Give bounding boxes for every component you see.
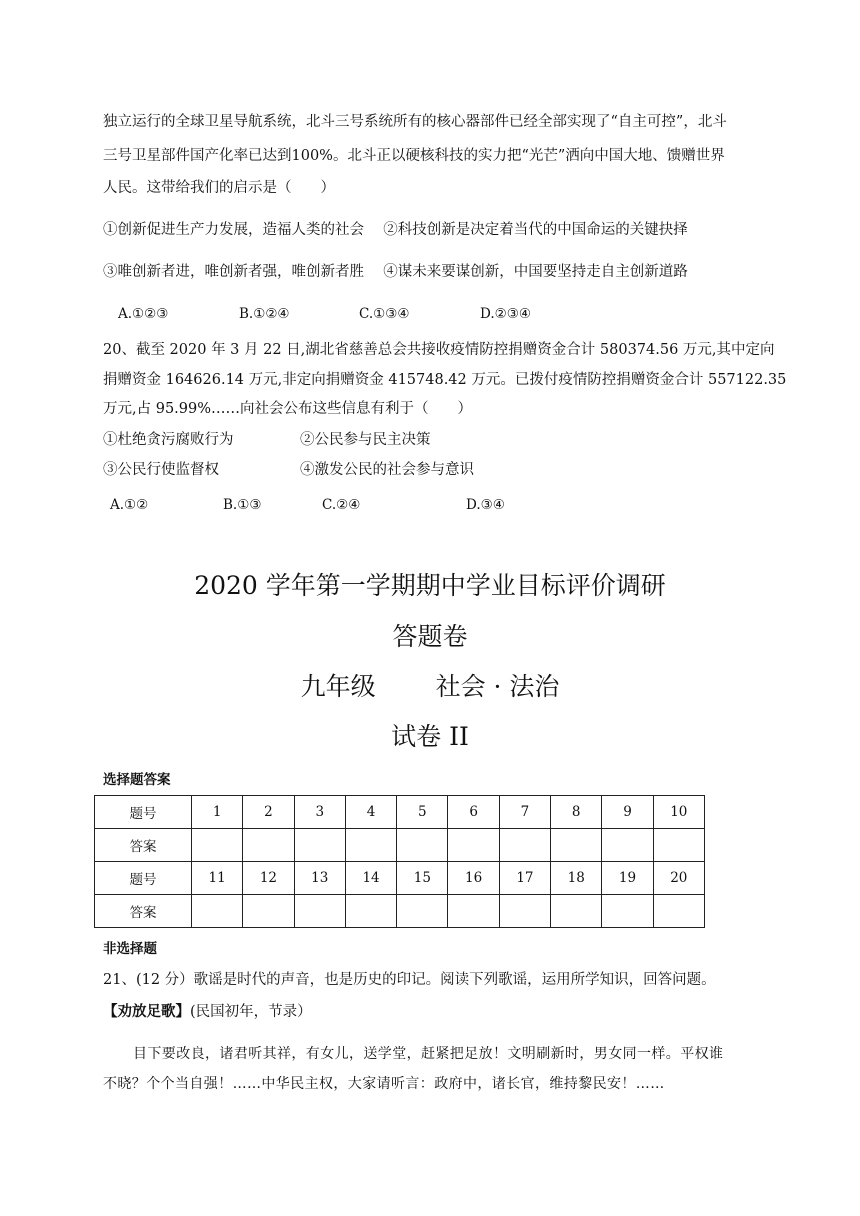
row-header-answer: 答案 [95,829,192,862]
row-header-answer: 答案 [95,895,192,928]
answer-cell[interactable] [397,829,448,862]
paper-label: 试卷 II [391,722,469,751]
q20-stem-line-3: 万元,占 95.99%……向社会公布这些信息有利于（ ） [103,401,473,417]
q19-statements-row-2 [103,262,753,282]
choice-section-label: 选择题答案 [103,772,171,788]
question-number-cell: 20 [653,862,704,895]
question-number-cell: 13 [294,862,345,895]
q19-statement-2: ②科技创新是决定着当代的中国命运的关键抉择 [383,222,688,238]
question-number-cell: 1 [192,796,243,829]
question-number-cell: 8 [551,796,602,829]
q19-statement-4: ④谋未来要谋创新，中国要坚持走自主创新道路 [383,264,688,280]
question-number-cell: 12 [243,862,294,895]
answer-cell[interactable] [192,895,243,928]
answer-cell[interactable] [345,829,396,862]
question-number-cell: 5 [397,796,448,829]
answer-cell[interactable] [653,895,704,928]
q19-stem-line-2: 三号卫星部件国产化率已达到100%。北斗正以硬核科技的实力把“光芒”洒向中国大地、馈赠世界 [103,148,725,164]
row-header-number: 题号 [95,796,192,829]
table-row [95,796,705,829]
q20-stem-line-2: 捐赠资金 164626.14 万元,非定向捐赠资金 415748.42 万元。已拨付疫情防控捐赠资金合计 557122.35 [103,372,787,388]
q20-statement-3: ③公民行使监督权 [103,462,219,478]
q20-option-d: D.③④ [466,497,505,513]
q19-option-c: C.①③④ [359,306,410,322]
grade-label: 九年级 [300,672,376,701]
q19-option-a: A.①②③ [118,306,169,322]
question-number-cell: 2 [243,796,294,829]
q19-statement-1: ①创新促进生产力发展，造福人类的社会 [103,222,364,238]
song-note: (民国初年，节录） [190,1004,312,1020]
q20-statement-4: ④激发公民的社会参与意识 [300,462,474,478]
nonchoice-section-label: 非选择题 [103,941,157,957]
song-title: 【劝放足歌】 [103,1004,190,1020]
q20-option-c: C.②④ [322,497,361,513]
q19-option-b: B.①②④ [239,306,290,322]
answer-cell[interactable] [448,895,499,928]
q21-stem: 21、(12 分）歌谣是时代的声音，也是历史的印记。阅读下列歌谣，运用所学知识，回答问题。 [103,972,716,988]
table-row [95,829,705,862]
song-line-2: 不晓？个个当自强！……中华民主权，大家请听言：政府中，诸长官，维持黎民安！…… [103,1076,665,1092]
answer-cell[interactable] [345,895,396,928]
answer-cell[interactable] [294,895,345,928]
question-number-cell: 10 [653,796,704,829]
answer-cell[interactable] [602,829,653,862]
question-number-cell: 7 [499,796,550,829]
question-number-cell: 6 [448,796,499,829]
answer-cell[interactable] [551,895,602,928]
q19-option-d: D.②③④ [480,306,531,322]
choice-answer-table [94,795,705,928]
q19-stem-line-3: 人民。这带给我们的启示是（ ） [103,180,335,196]
song-heading [103,1002,753,1022]
q20-option-b: B.①③ [223,497,262,513]
q19-statements-row-1 [103,220,753,240]
subject-label: 社会 · 法治 [435,672,560,701]
answer-cell[interactable] [499,829,550,862]
question-number-cell: 4 [345,796,396,829]
q20-statement-2: ②公民参与民主决策 [300,432,431,448]
question-number-cell: 11 [192,862,243,895]
grade-subject-line [0,667,860,703]
question-number-cell: 14 [345,862,396,895]
question-number-cell: 15 [397,862,448,895]
q20-statement-1: ①杜绝贪污腐败行为 [103,432,234,448]
question-number-cell: 18 [551,862,602,895]
question-number-cell: 17 [499,862,550,895]
question-number-cell: 19 [602,862,653,895]
answer-cell[interactable] [243,895,294,928]
answer-cell[interactable] [551,829,602,862]
answer-cell[interactable] [192,829,243,862]
exam-title: 2020 学年第一学期期中学业目标评价调研 [194,571,666,600]
row-header-number: 题号 [95,862,192,895]
question-number-cell: 9 [602,796,653,829]
answer-cell[interactable] [448,829,499,862]
q20-option-a: A.①② [110,497,149,513]
q20-statements-row-1 [103,430,753,450]
answer-cell[interactable] [294,829,345,862]
answer-cell[interactable] [602,895,653,928]
q19-stem-line-1: 独立运行的全球卫星导航系统，北斗三号系统所有的核心器部件已经全部实现了“自主可控”，北斗 [103,114,727,130]
q20-statements-row-2 [103,460,753,480]
q20-stem-line-1: 20、截至 2020 年 3 月 22 日,湖北省慈善总会共接收疫情防控捐赠资金合计 580374.56 万元,其中定向 [103,342,775,358]
question-number-cell: 16 [448,862,499,895]
answer-cell[interactable] [397,895,448,928]
answer-cell[interactable] [653,829,704,862]
table-row [95,895,705,928]
table-row [95,862,705,895]
question-number-cell: 3 [294,796,345,829]
answer-cell[interactable] [499,895,550,928]
answer-sheet-subtitle: 答题卷 [392,622,468,651]
answer-cell[interactable] [243,829,294,862]
song-line-1: 目下要改良，诸君听其祥，有女儿，送学堂，赶紧把足放！文明刷新时，男女同一样。平权谁 [133,1046,724,1062]
q19-statement-3: ③唯创新者进，唯创新者强，唯创新者胜 [103,264,364,280]
